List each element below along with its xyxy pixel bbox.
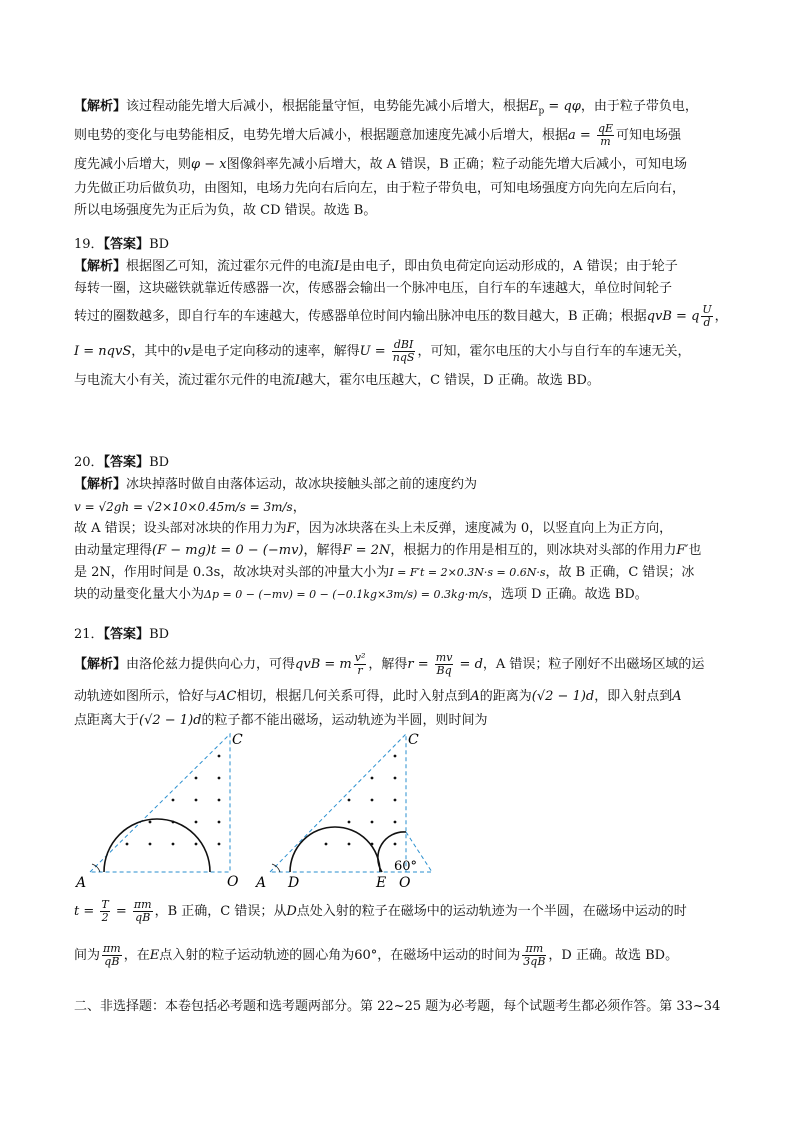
q21-answer: 21．【答案】BD 【解析】由洛伦兹力提供向心力，可得qvB = m $\frac{\text{v²}}{r}$ ，解得r = $\frac{mv}{Bq}$ = d，A 错误；粒子刚好不出磁场区域的运 动轨迹如图所示，恰好与AC相切，根据几何关系可得，此时入射点到A的距离为(√2 − 1)d，即入射点到A 点距离大于(√2 − 1)d的粒子都不能出磁场，运动轨迹为半圆，则时间为 bbox=[74, 627, 705, 728]
field-dot bbox=[172, 843, 175, 846]
field-dot bbox=[149, 821, 152, 824]
semicircle-trajectory-D bbox=[290, 827, 380, 872]
fraction: $\frac{\pi m}{3qB}$ bbox=[523, 942, 546, 968]
field-dot bbox=[371, 843, 374, 846]
label-A: A bbox=[76, 875, 87, 891]
q21-answer-cont: t = $\frac{T}{2}$ = $\frac{\pi m}{qB}$ ，B 正确，C 错误；从D点处入射的粒子在磁场中的运动轨迹为一个半圆，在磁场中运动的时 间为 $\frac{\pi m}{qB}$ ，在E点入射的粒子运动轨迹的圆心角为60°，在磁场中运动的时间为 $\frac{\pi m}{3qB}$ ，D 正确。故选 BD。 bbox=[74, 898, 687, 968]
fraction: $\frac{T}{2}$ bbox=[101, 898, 109, 924]
field-dot bbox=[371, 799, 374, 802]
label-D: D bbox=[288, 875, 300, 891]
label-O: O bbox=[227, 874, 239, 890]
field-dot bbox=[218, 755, 221, 758]
label-O: O bbox=[399, 875, 411, 891]
section-heading: 二、非选择题：本卷包括必考题和选考题两部分。第 22~25 题为必考题，每个试题考生都必须作答。第 33~34 bbox=[74, 999, 721, 1014]
field-dot bbox=[348, 843, 351, 846]
label-C: C bbox=[232, 732, 243, 748]
field-dot bbox=[195, 799, 198, 802]
field-dot bbox=[149, 843, 152, 846]
field-dot bbox=[394, 843, 397, 846]
label-C: C bbox=[408, 732, 419, 748]
label-E: E bbox=[376, 875, 387, 891]
field-dot bbox=[126, 843, 129, 846]
field-dot bbox=[172, 821, 175, 824]
fraction: $\frac{\text{dBI}}{\text{nqS}}$ bbox=[392, 338, 415, 364]
fraction: $\frac{\text{v²}}{r}$ bbox=[354, 651, 366, 677]
field-dot bbox=[195, 777, 198, 780]
angle-label: 60° bbox=[394, 859, 418, 874]
field-dot bbox=[394, 755, 397, 758]
analysis-tag: 【解析】 bbox=[74, 477, 127, 492]
field-dot bbox=[172, 799, 175, 802]
analysis-tag: 【解析】 bbox=[74, 99, 127, 114]
fraction: $\frac{U}{d}$ bbox=[702, 303, 712, 329]
field-dot bbox=[371, 777, 374, 780]
fraction: $\frac{qE}{m}$ bbox=[597, 122, 614, 148]
fraction: $\frac{mv}{Bq}$ bbox=[435, 651, 453, 677]
field-dot bbox=[348, 799, 351, 802]
q20-answer: 20．【答案】BD 【解析】冰块掉落时做自由落体运动，故冰块接触头部之前的速度约为 v = √2gh = √2×10×0.45m/s = 3m/s， 故 A 错误；设头部对冰块的作用力为F，因为冰块落在头上未反弹，速度减为 0，以竖直向上为正方向， 由动量定理得(F − mg)t = 0 − (−mv)，解得F = 2N，根据力的作用是相互的，则冰块对头部的作用力F′也 是 2N，作用时间是 0.3s，故冰块对头部的冲量大小为I = F′t = 2×0.3N·s = 0.6N·s，故 B 正确，C 错误；冰 块的动量变化量大小为Δp = 0 − (−mv) = 0 − (−0.1kg×3m/s) = 0.3kg·m/s，选项 D 正确。故选 BD。 bbox=[74, 455, 702, 602]
analysis-tag: 【解析】 bbox=[74, 259, 127, 274]
fraction: $\frac{\pi m}{qB}$ bbox=[133, 898, 152, 924]
field-dot bbox=[371, 821, 374, 824]
trajectory-figure-left bbox=[70, 724, 250, 894]
field-dot bbox=[325, 843, 328, 846]
field-dot bbox=[394, 777, 397, 780]
trajectory-figure-right bbox=[250, 724, 440, 894]
field-dot bbox=[218, 799, 221, 802]
q19-answer: 19．【答案】BD 【解析】根据图乙可知，流过霍尔元件的电流I是由电子，即由负电荷定向运动形成的，A 错误；由于轮子 每转一圈，这块磁铁就靠近传感器一次，传感器会输出一个脉冲电压，自行车的车速越大，单位时间轮子 转过的圈数越多，即自行车的车速越大，传感器单位时间内输出脉冲电压的数目越大，B 正确；根据qvB = q $\frac{U}{d}$ ， I = nqvS，其中的v是电子定向移动的速率，解得U = $\frac{\text{dBI}}{\text{nqS}}$ ，可知，霍尔电压的大小与自行车的车速无关， 与电流大小有关，流过霍尔元件的电流I越大，霍尔电压越大，C 错误，D 正确。故选 BD。 bbox=[74, 237, 728, 388]
field-dot bbox=[348, 821, 351, 824]
field-dot bbox=[195, 821, 198, 824]
field-dot bbox=[394, 799, 397, 802]
field-dot bbox=[218, 777, 221, 780]
field-dot bbox=[218, 843, 221, 846]
field-dot bbox=[195, 843, 198, 846]
label-A: A bbox=[256, 875, 267, 891]
q18-analysis: 【解析】该过程动能先增大后减小，根据能量守恒，电势能先减小后增大，根据$E_p = q\varphi$，由于粒子带负电， 则电势的变化与电势能相反，电势先增大后减小，根据题意加速度先减小后增大，根据a = $\frac{qE}{m}$ 可知电场强 度先减小后增大，则φ − x图像斜率先减小后增大，故 A 错误，B 正确；粒子动能先增大后减小，可知电场 力先做正功后做负功，由图知，电场力先向右后向左，由于粒子带负电，可知电场强度方向先向左后向右， 所以电场强度先为正后为负，故 CD 错误。故选 B。 bbox=[74, 99, 698, 218]
semicircle-trajectory bbox=[104, 819, 210, 872]
analysis-tag: 【解析】 bbox=[74, 657, 127, 672]
field-dot bbox=[218, 821, 221, 824]
fraction: $\frac{\pi m}{qB}$ bbox=[103, 942, 121, 968]
field-dot bbox=[394, 821, 397, 824]
